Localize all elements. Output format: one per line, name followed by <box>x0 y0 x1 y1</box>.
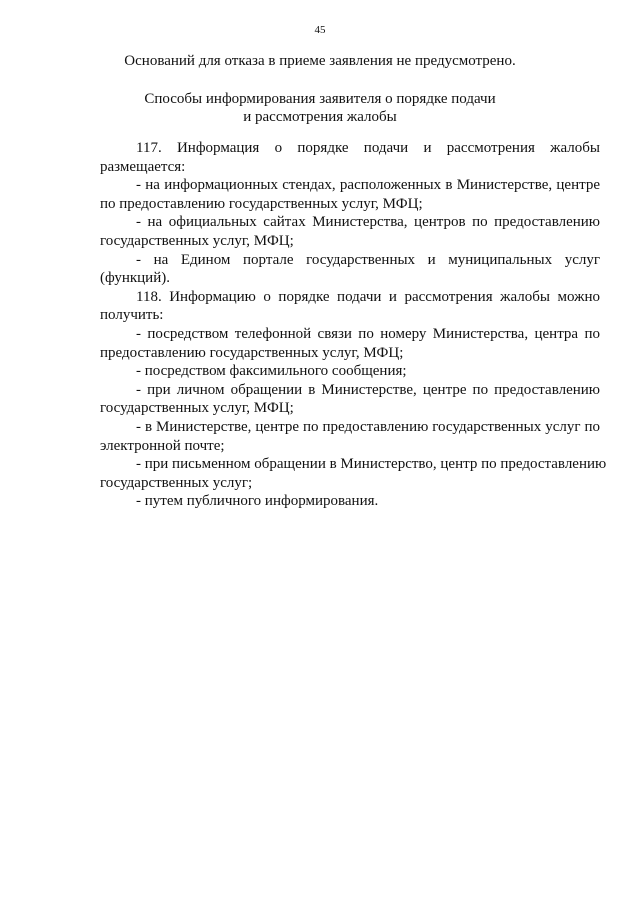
paragraph <box>100 139 600 176</box>
paragraph-line: - в Министерстве, центре по предоставлению государственных услуг по <box>136 418 600 435</box>
paragraph <box>100 455 607 492</box>
paragraph <box>100 213 600 250</box>
paragraph-line: - на Едином портале государственных и муниципальных услуг <box>136 251 600 268</box>
paragraph <box>100 288 600 325</box>
paragraph-line: по предоставлению государственных услуг, МФЦ; <box>100 195 423 212</box>
paragraph <box>100 418 600 455</box>
section-title-line-1: Способы информирования заявителя о порядке подачи <box>144 91 496 107</box>
paragraph <box>100 176 600 213</box>
paragraph-line: 117. Информация о порядке подачи и рассмотрения жалобы <box>136 140 600 156</box>
paragraph-line: - посредством телефонной связи по номеру Министерства, центра по <box>136 325 600 342</box>
paragraph-line: - путем публичного информирования. <box>136 493 379 510</box>
section-title <box>0 90 640 126</box>
paragraph-line: получить: <box>100 307 164 324</box>
paragraph-line: размещается: <box>100 158 186 175</box>
paragraph-line: электронной почте; <box>100 437 225 454</box>
paragraph-line: государственных услуг; <box>100 474 253 491</box>
section-title-line-2: и рассмотрения жалобы <box>243 109 397 125</box>
paragraph-line: (функций). <box>100 270 170 287</box>
paragraph-line: - посредством факсимильного сообщения; <box>136 363 407 380</box>
paragraph-line: предоставлению государственных услуг, МФЦ; <box>100 344 404 361</box>
paragraph <box>100 251 600 288</box>
paragraph-line: - при письменном обращении в Министерство, центр по предоставлению <box>136 456 607 473</box>
body-text <box>100 139 607 511</box>
paragraph <box>100 381 600 418</box>
paragraph-line: государственных услуг, МФЦ; <box>100 400 294 417</box>
paragraph <box>100 492 600 511</box>
paragraph-line: 118. Информацию о порядке подачи и рассмотрения жалобы можно <box>136 288 600 305</box>
paragraph-line: - на информационных стендах, расположенных в Министерстве, центре <box>136 177 600 194</box>
paragraph-line: - на официальных сайтах Министерства, центров по предоставлению <box>136 214 600 231</box>
paragraph <box>100 325 600 362</box>
paragraph-line: - при личном обращении в Министерстве, центре по предоставлению <box>136 381 600 398</box>
no-refusal-statement: Оснований для отказа в приеме заявления не предусмотрено. <box>124 53 516 69</box>
paragraph-line: государственных услуг, МФЦ; <box>100 232 294 249</box>
paragraph <box>100 362 600 381</box>
page-number: 45 <box>314 24 326 36</box>
